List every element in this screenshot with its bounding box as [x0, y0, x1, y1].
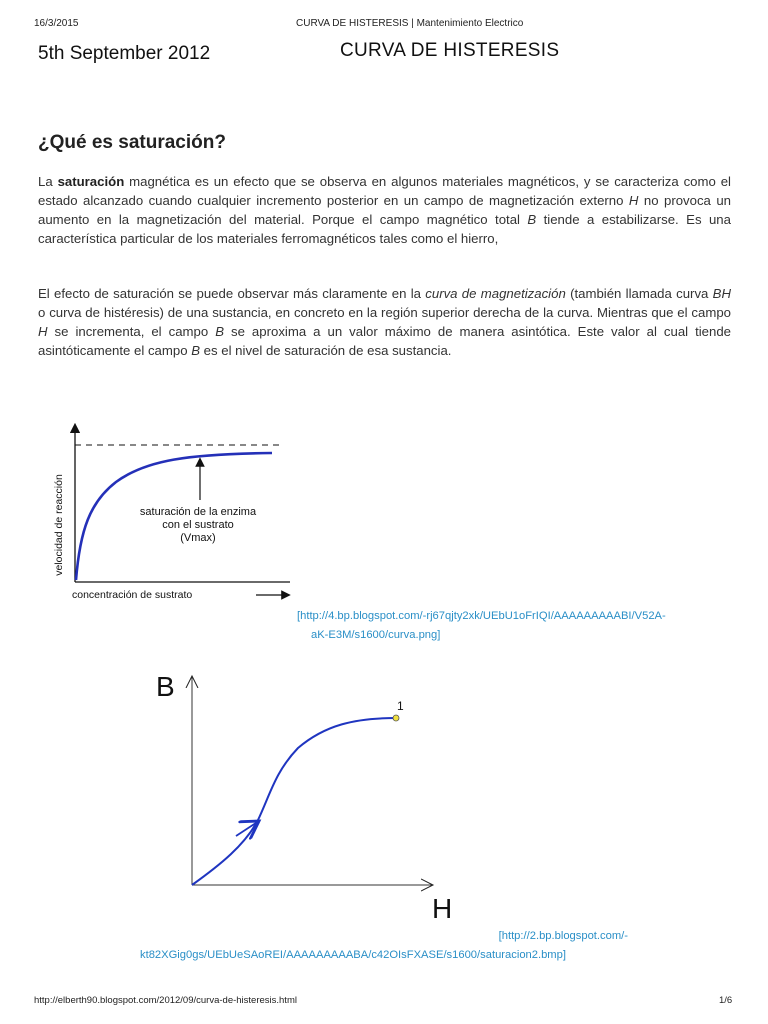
print-date: 16/3/2015	[34, 18, 79, 29]
y-axis-label: velocidad de reacción	[53, 474, 65, 576]
x-axis-label: concentración de sustrato	[72, 589, 193, 601]
link-asintotica[interactable]: asintótica	[511, 324, 567, 339]
link-histeresis[interactable]: histéresis	[103, 305, 160, 320]
print-url: http://elberth90.blogspot.com/2012/09/curva-de-histeresis.html	[34, 995, 297, 1006]
print-page-number: 1/6	[719, 995, 733, 1006]
figure-bh-curve	[140, 660, 470, 925]
saturation-point	[393, 715, 399, 721]
annotation-line-1: saturación de la enzima	[139, 506, 257, 518]
paragraph-magnetization-curve: El efecto de saturación se puede observar más claramente en la curva de magnetización (también llamada curva BH o curva de histéresis) de una sustancia, en concreto en la región superior derecha de la curva. Mientras que el campo H se incrementa, el campo B se aproxima a un valor máximo de manera asintótica. Este valor al cual tiende asintóticamente el campo B es el nivel de saturación de esa sustancia.	[38, 286, 732, 358]
link-magnetizacion[interactable]: magnetización	[136, 212, 222, 227]
h-axis-label: H	[432, 893, 453, 924]
link-campo-magnetico[interactable]: campo magnético	[379, 212, 488, 227]
bh-curve	[192, 718, 396, 885]
section-heading: ¿Qué es saturación?	[38, 132, 226, 153]
annotation-line-2: con el sustrato	[162, 519, 234, 531]
figure-enzyme-saturation	[28, 420, 298, 610]
point-label: 1	[397, 699, 404, 713]
annotation-line-3: (Vmax)	[180, 532, 216, 544]
b-axis-label: B	[156, 671, 175, 702]
print-title: CURVA DE HISTERESIS | Mantenimiento Electrico	[296, 18, 524, 29]
link-hierro[interactable]: hierro	[460, 231, 495, 246]
post-title[interactable]: CURVA DE HISTERESIS	[340, 40, 560, 61]
paragraph-saturation-definition: La saturación magnética es un efecto que se observa en algunos materiales magnéticos, y se caracteriza como el estado alcanzado cuando cualquier incremento posterior en un campo de magnetización externo H no provoca un aumento en la magnetización del material. Porque el campo magnético total B tiende a estabilizarse. Es una característica particular de los materiales ferromagnéticos tales como el hierro,	[38, 174, 732, 246]
direction-arrow	[236, 821, 259, 836]
figure2-source-link[interactable]: [http://2.bp.blogspot.com/- kt82XGig0gs/UEbUeSAoREI/AAAAAAAAABA/c42OIsFXASE/s1600/saturacion2.bmp]	[140, 930, 628, 961]
post-date: 5th September 2012	[38, 43, 211, 64]
figure1-source-link[interactable]: [http://4.bp.blogspot.com/-rj67qjty2xk/UEbU1oFrIQI/AAAAAAAAABI/V52A- aK-E3M/s1600/curva.png]	[297, 610, 666, 641]
